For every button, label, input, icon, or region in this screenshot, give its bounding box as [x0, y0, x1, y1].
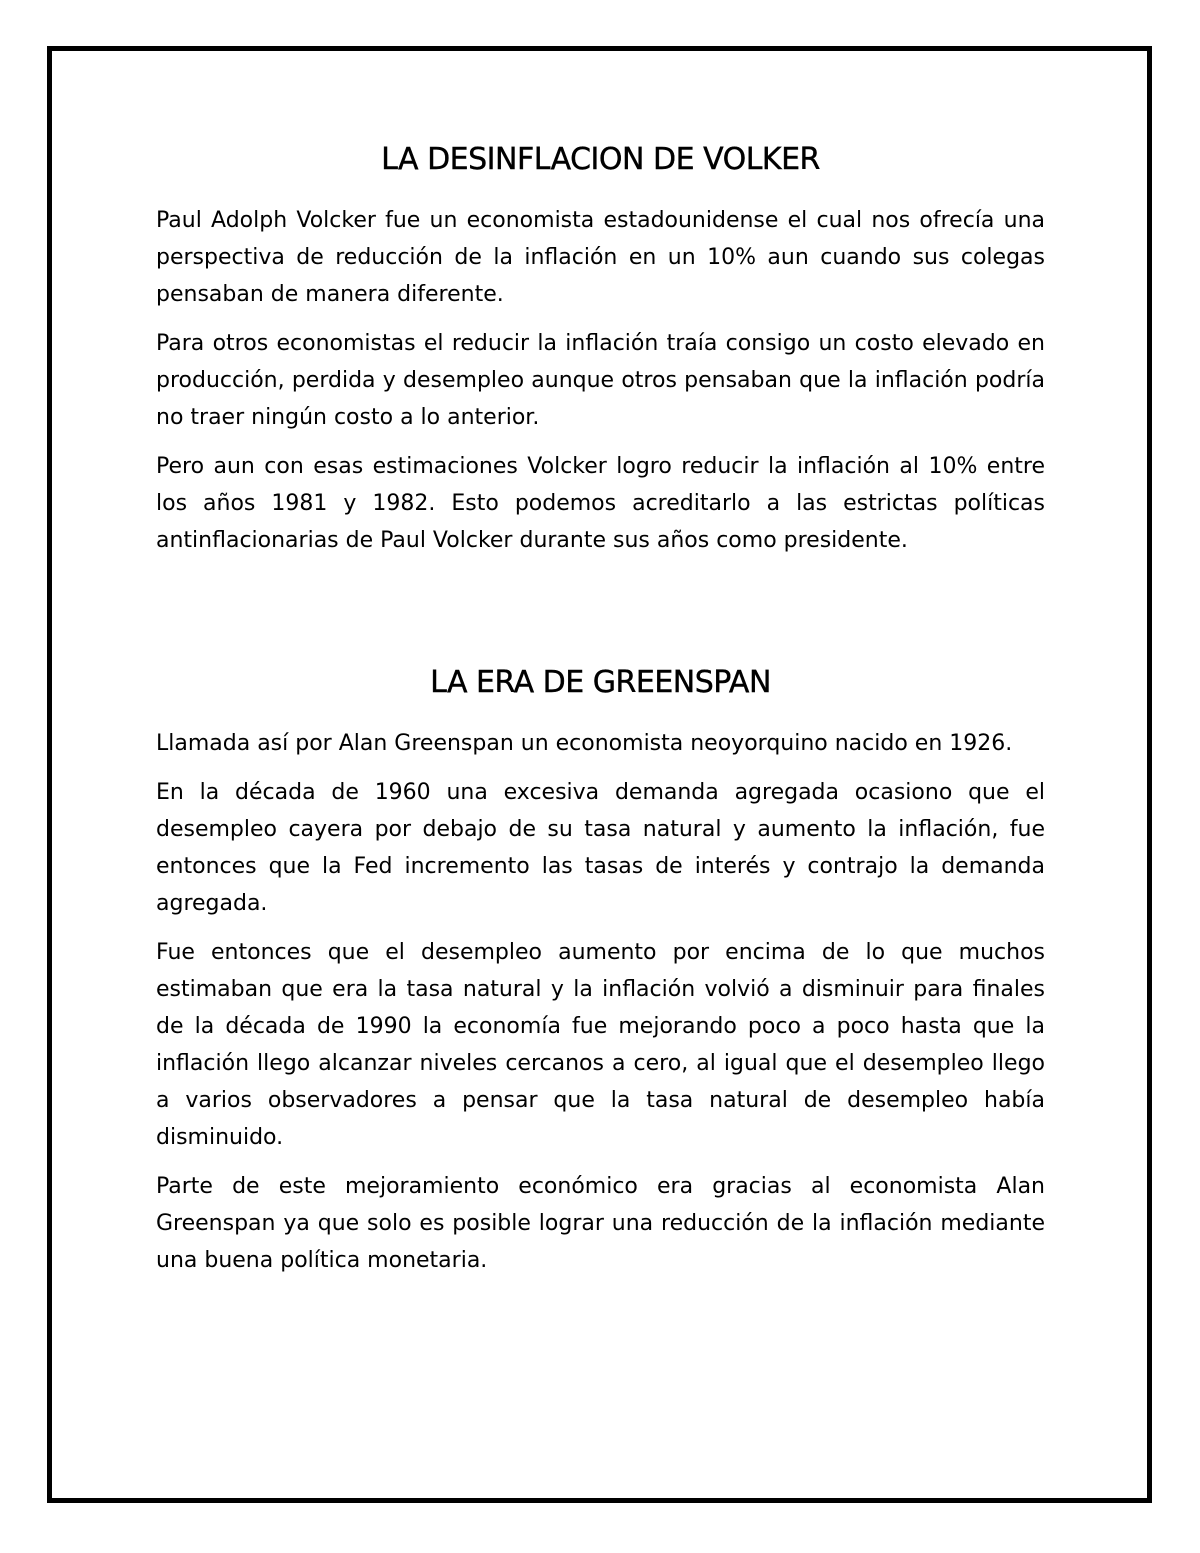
paragraph: Fue entonces que el desempleo aumento por encima de lo que muchos estimaban que era la tasa natural y la inflación volvió a disminuir para finales de la década de 1990 la economía fue mejorando poco a poco hasta que la inflación llego alcanzar niveles cercanos a cero, al igual que el desempleo llego a varios observadores a pensar que la tasa natural de desempleo había disminuido.: [156, 940, 1045, 1150]
paragraph: Parte de este mejoramiento económico era gracias al economista Alan Greenspan ya que solo es posible lograr una reducción de la inflación mediante una buena política monetaria.: [156, 1174, 1045, 1273]
section-greenspan: [156, 663, 1045, 1279]
section-volker: [156, 140, 1045, 559]
section-title-greenspan: LA ERA DE GREENSPAN: [430, 665, 771, 700]
section-title-volker: LA DESINFLACION DE VOLKER: [381, 142, 820, 177]
document-body: [156, 140, 1045, 1291]
paragraph: Paul Adolph Volcker fue un economista estadounidense el cual nos ofrecía una perspectiva de reducción de la inflación en un 10% aun cuando sus colegas pensaban de manera diferente.: [156, 208, 1045, 307]
paragraph: Para otros economistas el reducir la inflación traía consigo un costo elevado en producción, perdida y desempleo aunque otros pensaban que la inflación podría no traer ningún costo a lo anterior.: [156, 331, 1045, 430]
paragraph: En la década de 1960 una excesiva demanda agregada ocasiono que el desempleo cayera por debajo de su tasa natural y aumento la inflación, fue entonces que la Fed incremento las tasas de interés y contrajo la demanda agregada.: [156, 780, 1045, 916]
paragraph: Llamada así por Alan Greenspan un economista neoyorquino nacido en 1926.: [156, 731, 1013, 756]
paragraph: Pero aun con esas estimaciones Volcker logro reducir la inflación al 10% entre los años 1981 y 1982. Esto podemos acreditarlo a las estrictas políticas antinflacionarias de Paul Volcker durante sus años como presidente.: [156, 454, 1045, 553]
